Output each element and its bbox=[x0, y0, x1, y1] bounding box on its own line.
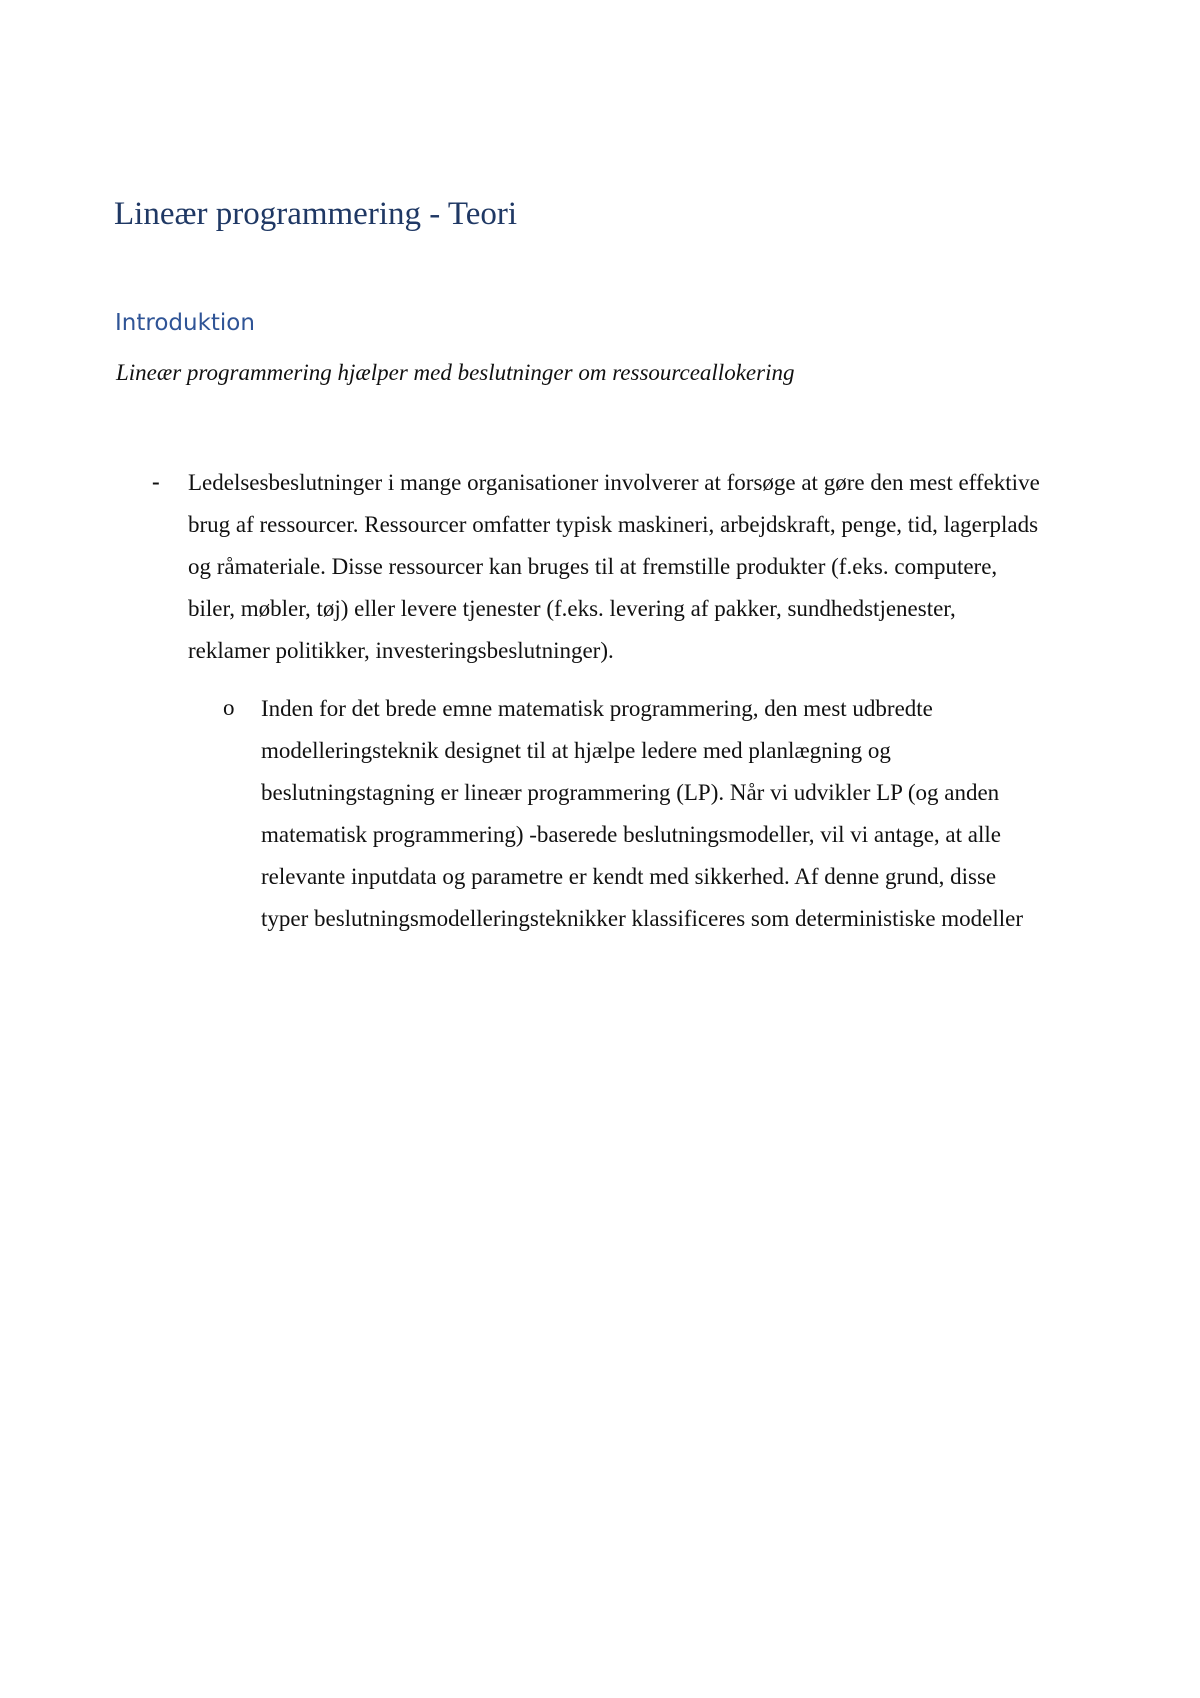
text-line: beslutningstagning er lineær programmering (LP). Når vi udvikler LP (og anden bbox=[261, 780, 1000, 805]
circle-bullet-icon: o bbox=[223, 695, 235, 720]
text-line: og råmateriale. Disse ressourcer kan bruges til at fremstille produkter (f.eks. computere, bbox=[188, 554, 998, 579]
dash-bullet-icon: - bbox=[152, 469, 160, 494]
text-line: biler, møbler, tøj) eller levere tjenester (f.eks. levering af pakker, sundhedstjenester, bbox=[188, 596, 956, 621]
text-line: typer beslutningsmodelleringsteknikker klassificeres som deterministiske modeller bbox=[261, 906, 1024, 931]
text-line: Ledelsesbeslutninger i mange organisationer involverer at forsøge at gøre den mest effektive bbox=[188, 470, 1040, 495]
text-line: matematisk programmering) -baserede beslutningsmodeller, vil vi antage, at alle bbox=[261, 822, 1001, 847]
text-line: relevante inputdata og parametre er kendt med sikkerhed. Af denne grund, disse bbox=[261, 864, 997, 889]
document-title: Lineær programmering - Teori bbox=[114, 196, 518, 232]
text-line: brug af ressourcer. Ressourcer omfatter typisk maskineri, arbejdskraft, penge, tid, lagerplads bbox=[188, 512, 1039, 537]
section-subtitle: Lineær programmering hjælper med beslutninger om ressourceallokering bbox=[116, 360, 795, 385]
text-line: modelleringsteknik designet til at hjælpe ledere med planlægning og bbox=[261, 738, 891, 763]
bullet-paragraph-level-1 bbox=[188, 462, 1108, 672]
text-line: Inden for det brede emne matematisk programmering, den mest udbredte bbox=[261, 696, 933, 721]
bullet-paragraph-level-2 bbox=[261, 688, 1121, 940]
section-heading-introduktion: Introduktion bbox=[115, 310, 255, 336]
text-line: reklamer politikker, investeringsbeslutninger). bbox=[188, 638, 614, 663]
